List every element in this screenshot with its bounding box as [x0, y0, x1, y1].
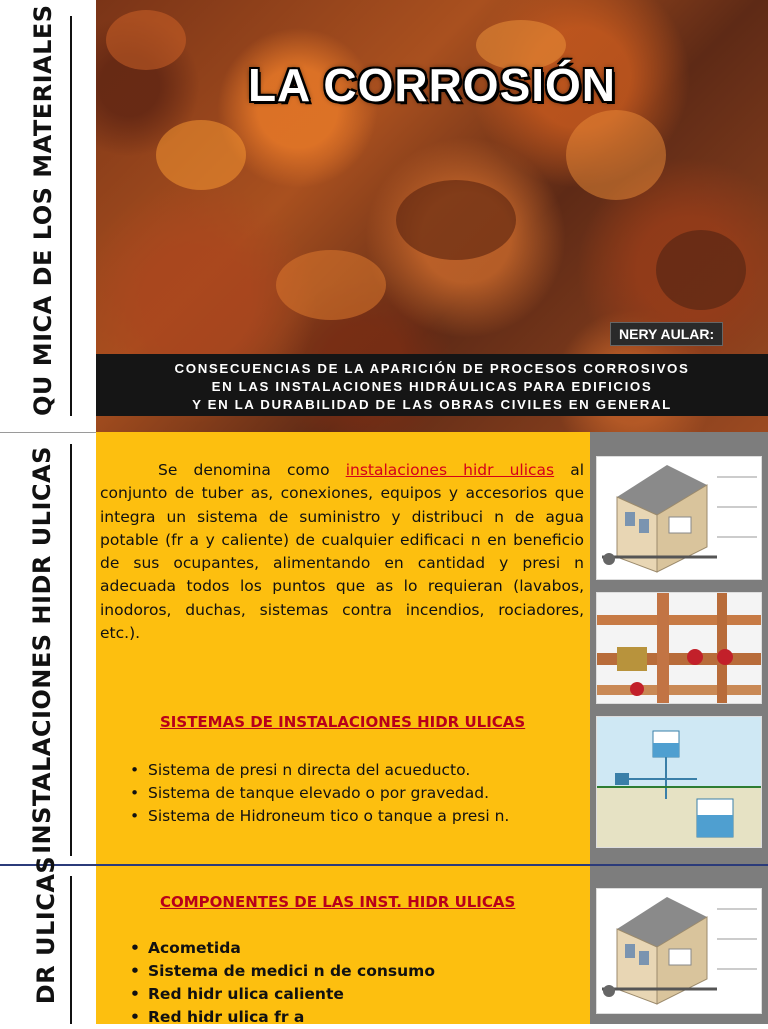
list-item: • Sistema de Hidroneum tico o tanque a presi n.: [126, 805, 509, 828]
rust-texture: [396, 180, 516, 260]
side-title-middle: INSTALACIONES HIDR ULICAS: [28, 446, 56, 854]
house-plumbing-image: [596, 456, 762, 580]
rust-texture: [566, 110, 666, 200]
systems-list: [126, 759, 509, 828]
rust-texture: [276, 250, 386, 320]
subtitle-banner: [96, 354, 768, 416]
list-item: • Sistema de medici n de consumo: [126, 960, 435, 983]
vertical-rule-bottom: [70, 876, 72, 1024]
page-title: LA CORROSIÓN: [247, 59, 617, 111]
copper-pipes-image: [596, 592, 762, 704]
house-plumbing-image: [596, 888, 762, 1014]
banner-line: EN LAS INSTALACIONES HIDRÁULICAS PARA EDIFICIOS: [211, 379, 653, 394]
intro-text: Se denomina como: [158, 461, 346, 479]
banner-line: Y EN LA DURABILIDAD DE LAS OBRAS CIVILES EN GENERAL: [192, 397, 672, 412]
list-item: • Red hidr ulica fr a: [126, 1006, 435, 1029]
components-list: [126, 937, 435, 1029]
side-separator: [0, 432, 96, 433]
rust-texture: [156, 120, 246, 190]
banner-line: CONSECUENCIAS DE LA APARICIÓN DE PROCESOS CORROSIVOS: [174, 361, 690, 376]
section-heading-components: COMPONENTES DE LAS INST. HIDR ULICAS: [160, 893, 516, 911]
vertical-rule-middle: [70, 444, 72, 856]
list-item: • Sistema de presi n directa del acueducto.: [126, 759, 509, 782]
intro-text: al conjunto de tuber as, conexiones, equipos y accesorios que integra un sistema de suministro y distribuci n de agua potable (fr a y caliente) de cualquier edificaci n en beneficio de sus ocupantes, alimentando en cantidad y presi n adecuada todos los puntos que as lo requieran (lavabos, inodoros, duchas, sistemas contra incendios, rociadores, etc.).: [100, 461, 585, 643]
list-item: • Acometida: [126, 937, 435, 960]
hero-rust-background: [96, 0, 768, 432]
side-title-bottom: DR ULICAS: [32, 855, 60, 1005]
author-label: NERY AULAR:: [610, 322, 723, 346]
highlight-term: instalaciones hidr ulicas: [345, 461, 555, 479]
side-title-top: QU MICA DE LOS MATERIALES: [29, 4, 57, 416]
rust-texture: [656, 230, 746, 310]
vertical-rule-top: [70, 16, 72, 416]
list-item: • Sistema de tanque elevado o por gravedad.: [126, 782, 509, 805]
tank-system-diagram: [596, 716, 762, 848]
side-strip: [0, 0, 96, 1024]
list-item: • Red hidr ulica caliente: [126, 983, 435, 1006]
section-heading-systems: SISTEMAS DE INSTALACIONES HIDR ULICAS: [160, 713, 526, 731]
intro-paragraph: [100, 459, 584, 645]
